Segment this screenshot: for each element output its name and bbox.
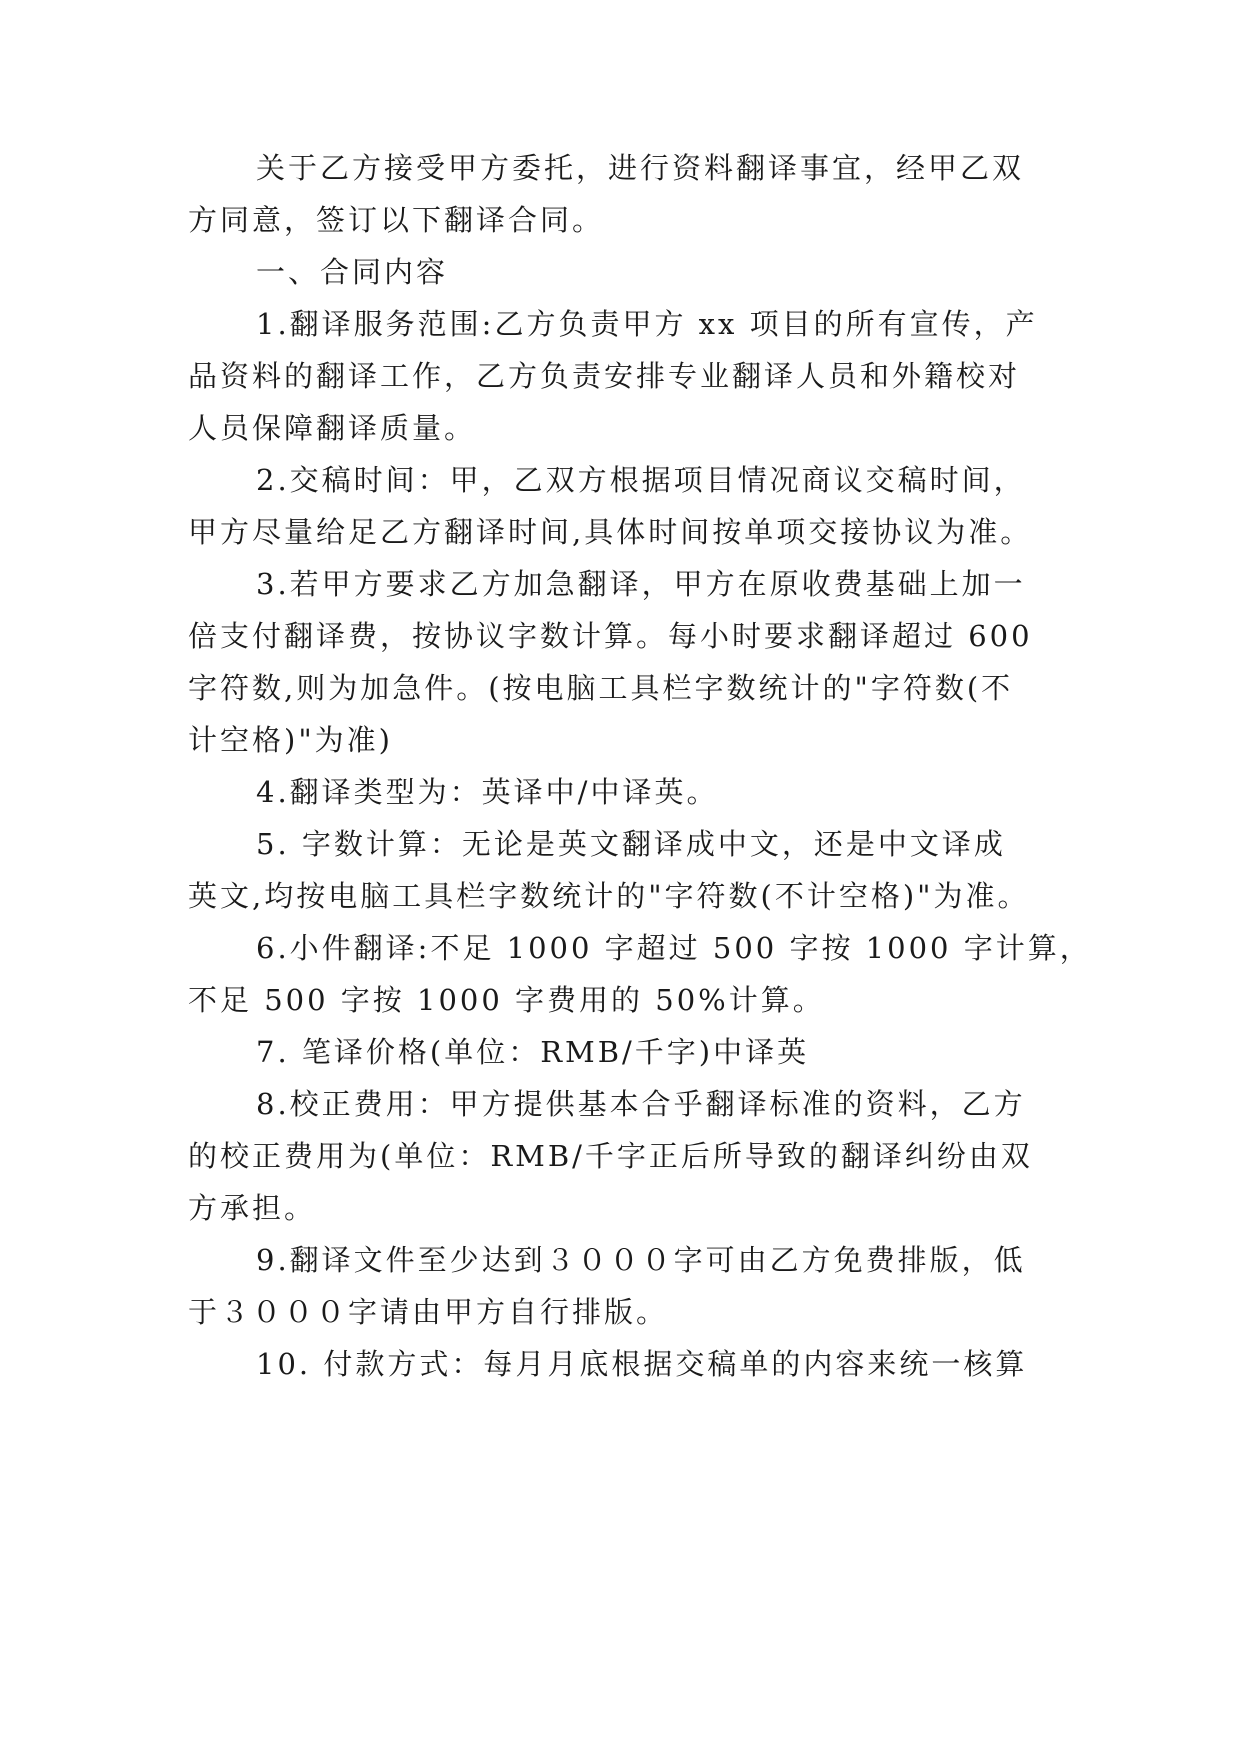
clause-4-line-1: 4.翻译类型为：英译中/中译英。 bbox=[256, 775, 719, 809]
clause-5-line-1: 5. 字数计算：无论是英文翻译成中文，还是中文译成 bbox=[256, 827, 1006, 861]
clause-5-line-2: 英文,均按电脑工具栏字数统计的"字符数(不计空格)"为准。 bbox=[188, 879, 1030, 913]
clause-2-line-2: 甲方尽量给足乙方翻译时间,具体时间按单项交接协议为准。 bbox=[188, 515, 1033, 549]
clause-6-line-2: 不足 500 字按 1000 字费用的 50%计算。 bbox=[188, 983, 825, 1017]
clause-3-line-2: 倍支付翻译费，按协议字数计算。每小时要求翻译超过 600 bbox=[188, 619, 1033, 653]
clause-3-line-4: 计空格)"为准) bbox=[188, 723, 393, 757]
clause-1-line-1: 1.翻译服务范围:乙方负责甲方 xx 项目的所有宣传，产 bbox=[256, 307, 1038, 341]
clause-8-line-1: 8.校正费用：甲方提供基本合乎翻译标准的资料，乙方 bbox=[256, 1087, 1026, 1121]
clause-3-line-3: 字符数,则为加急件。(按电脑工具栏字数统计的"字符数(不 bbox=[188, 671, 1014, 705]
paragraph-intro-line-2: 方同意，签订以下翻译合同。 bbox=[188, 203, 605, 237]
section-heading: 一、合同内容 bbox=[256, 255, 449, 289]
clause-10-line-1: 10. 付款方式：每月月底根据交稿单的内容来统一核算 bbox=[256, 1347, 1028, 1381]
clause-2-line-1: 2.交稿时间：甲，乙双方根据项目情况商议交稿时间， bbox=[256, 463, 1026, 497]
clause-7-line-1: 7. 笔译价格(单位：RMB/千字)中译英 bbox=[256, 1035, 810, 1069]
clause-8-line-2: 的校正费用为(单位：RMB/千字正后所导致的翻译纠纷由双 bbox=[188, 1139, 1033, 1173]
paragraph-intro-line-1: 关于乙方接受甲方委托，进行资料翻译事宜，经甲乙双 bbox=[256, 151, 1025, 185]
clause-9-line-1: 9.翻译文件至少达到３０００字可由乙方免费排版，低 bbox=[256, 1243, 1026, 1277]
clause-1-line-3: 人员保障翻译质量。 bbox=[188, 411, 477, 445]
clause-1-line-2: 品资料的翻译工作，乙方负责安排专业翻译人员和外籍校对 bbox=[188, 359, 1021, 393]
clause-8-line-3: 方承担。 bbox=[188, 1191, 317, 1225]
clause-3-line-1: 3.若甲方要求乙方加急翻译，甲方在原收费基础上加一 bbox=[256, 567, 1026, 601]
clause-6-line-1: 6.小件翻译:不足 1000 字超过 500 字按 1000 字计算， bbox=[256, 931, 1092, 965]
clause-9-line-2: 于３０００字请由甲方自行排版。 bbox=[188, 1295, 669, 1329]
